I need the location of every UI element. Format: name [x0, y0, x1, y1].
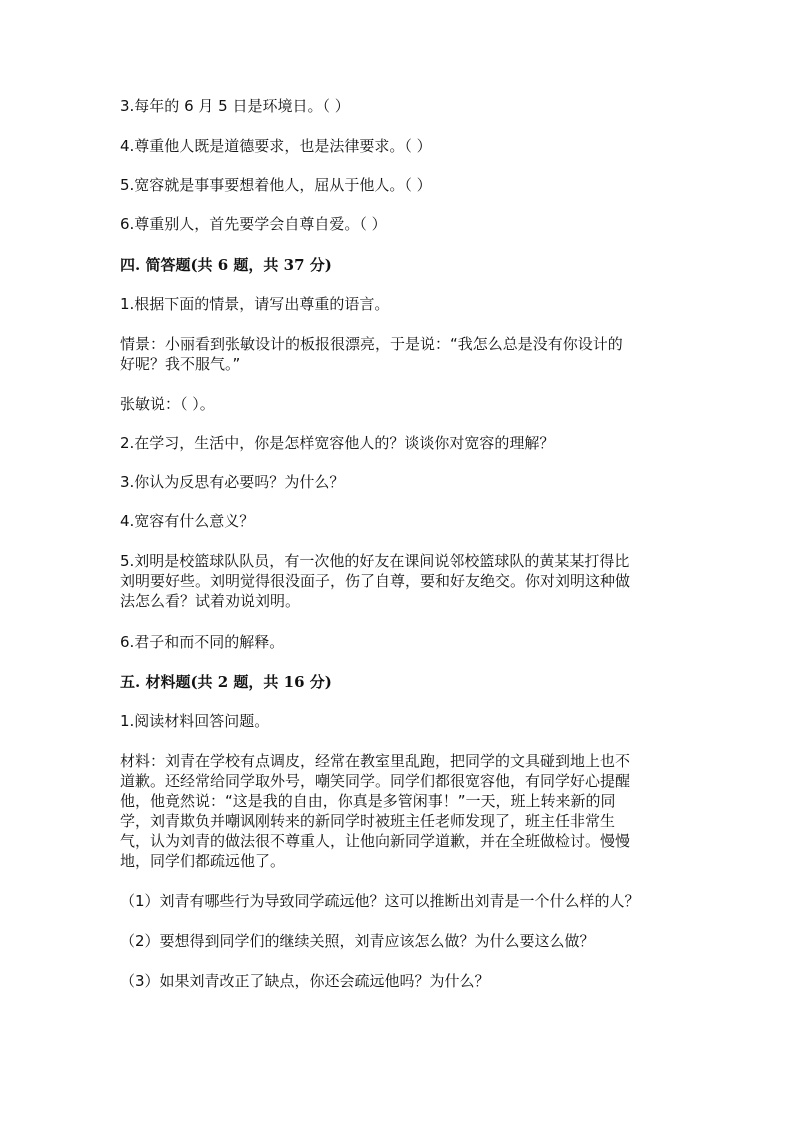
- tf-question-3: 3.每年的 6 月 5 日是环境日。（ ）: [120, 97, 350, 115]
- short-answer-1-scenario: [120, 334, 670, 374]
- tf-question-4: 4.尊重他人既是道德要求，也是法律要求。（ ）: [120, 137, 432, 155]
- short-answer-1-answer: 张敏说：（ ）。: [120, 395, 215, 413]
- material-line: 地，同学们都疏远他了。: [120, 852, 286, 870]
- material-subquestion-1: （1）刘青有哪些行为导致同学疏远他？这可以推断出刘青是一个什么样的人？: [120, 892, 640, 910]
- material-subquestion-3: （3）如果刘青改正了缺点，你还会疏远他吗？为什么？: [120, 972, 490, 990]
- material-subquestion-2: （2）要想得到同学们的继续关照，刘青应该怎么做？为什么要这么做？: [120, 932, 595, 950]
- question-line: 5.刘明是校篮球队队员，有一次他的好友在课间说邻校篮球队的黄某某打得比: [120, 552, 630, 570]
- material-question-1: 1.阅读材料回答问题。: [120, 712, 270, 730]
- material-line: 学，刘青欺负并嘲讽刚转来的新同学时被班主任老师发现了，班主任非常生: [120, 812, 616, 830]
- question-line: 刘明要好些。刘明觉得很没面子，伤了自尊，要和好友绝交。你对刘明这种做: [120, 572, 631, 590]
- material-line: 材料：刘青在学校有点调皮，经常在教室里乱跑，把同学的文具碰到地上也不: [120, 752, 631, 770]
- question-line: 法怎么看？试着劝说刘明。: [120, 592, 301, 610]
- short-answer-5: [120, 551, 670, 611]
- short-answer-1: 1.根据下面的情景，请写出尊重的语言。: [120, 295, 390, 313]
- section4-heading: 四. 简答题(共 6 题，共 37 分): [120, 256, 332, 274]
- material-line: 气，认为刘青的做法很不尊重人，让他向新同学道歉，并在全班做检讨。慢慢: [120, 832, 631, 850]
- short-answer-2: 2.在学习，生活中，你是怎样宽容他人的？谈谈你对宽容的理解？: [120, 434, 555, 452]
- section5-heading: 五. 材料题(共 2 题，共 16 分): [120, 673, 332, 691]
- scenario-line: 好呢？我不服气。”: [120, 355, 241, 373]
- material-line: 他，他竟然说：“这是我的自由，你真是多管闲事！”一天，班上转来新的同: [120, 792, 616, 810]
- material-line: 道歉。还经常给同学取外号，嘲笑同学。同学们都很宽容他，有同学好心提醒: [120, 772, 631, 790]
- material-text: [120, 751, 670, 871]
- tf-question-6: 6.尊重别人，首先要学会自尊自爱。（ ）: [120, 215, 387, 233]
- tf-question-5: 5.宽容就是事事要想着他人，屈从于他人。（ ）: [120, 176, 432, 194]
- short-answer-3: 3.你认为反思有必要吗？为什么？: [120, 473, 345, 491]
- short-answer-4: 4.宽容有什么意义？: [120, 512, 255, 530]
- scenario-line: 情景：小丽看到张敏设计的板报很漂亮，于是说：“我怎么总是没有你设计的: [120, 335, 623, 353]
- short-answer-6: 6.君子和而不同的解释。: [120, 633, 285, 651]
